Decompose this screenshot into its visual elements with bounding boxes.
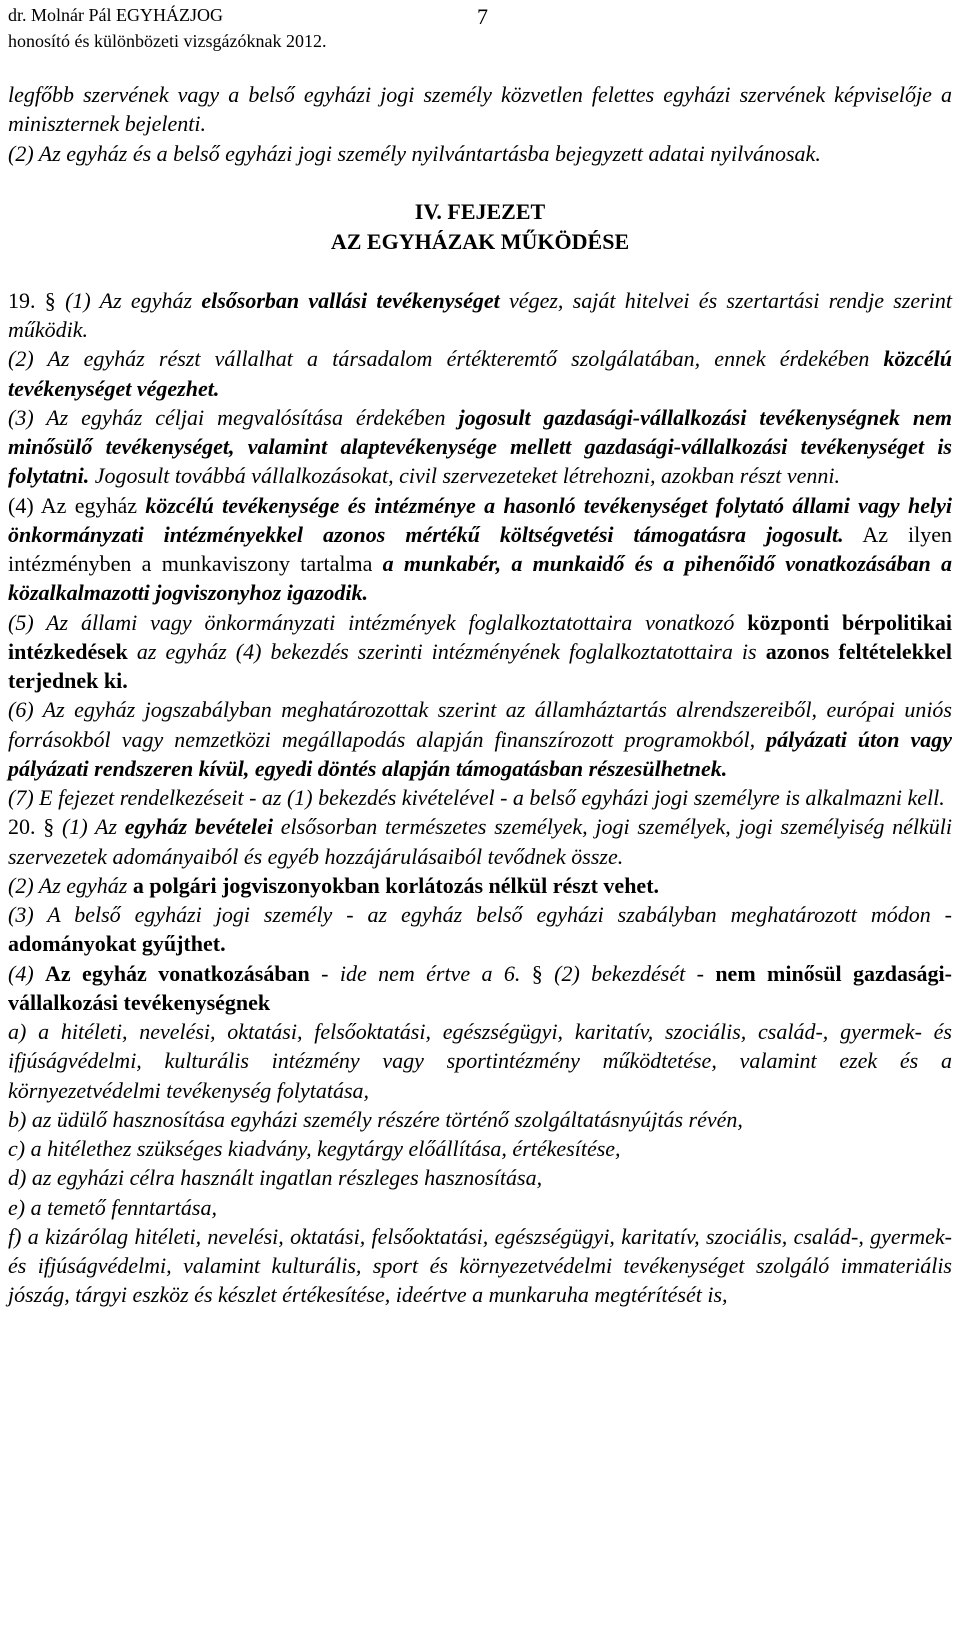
section-20-para-4	[8, 959, 952, 1018]
section-20-para-2	[8, 871, 952, 900]
bold-text-run: a polgári jogviszonyokban korlátozás nélkül részt vehet.	[132, 872, 660, 898]
section-20-number: 20.	[8, 814, 36, 840]
text-run: (3) A belső egyházi jogi személy - az egyház belső egyházi szabályban meghatározott módon -	[8, 902, 952, 927]
text-run: (4)	[8, 960, 46, 986]
bold-text-run: közcélú tevékenysége és intézménye a hasonló tevékenységet folytató állami vagy helyi önkormányzati intézményekkel azonos mértékű költségvetési támogatásra jogosult.	[8, 492, 953, 547]
chapter-title: AZ EGYHÁZAK MŰKÖDÉSE	[330, 228, 630, 254]
text-run: - ide nem értve a 6.	[309, 960, 532, 986]
section-19-para-6	[8, 695, 952, 783]
text-run: végez, saját hitelvei és szertartási rendje szerint működik.	[8, 287, 952, 342]
bold-text-run: Az egyház vonatkozásában	[45, 960, 310, 986]
text-run: (2) bekezdését -	[542, 960, 716, 986]
section-19-para-2	[8, 344, 952, 403]
section-19-para-7: (7) E fejezet rendelkezéseit - az (1) bekezdés kivételével - a belső egyházi jogi személyre is alkalmazni kell.	[8, 785, 945, 810]
text-run: (3) Az egyház céljai megvalósítása érdekében	[8, 404, 459, 430]
bold-text-run: központi bérpolitikai intézkedések	[8, 609, 953, 664]
text-run: (1) Az egyház	[65, 287, 202, 313]
section-19-para-1	[8, 286, 952, 345]
section-20-para-3	[8, 900, 952, 959]
section-sign: §	[43, 814, 55, 840]
section-sign: §	[44, 287, 56, 313]
bold-text-run: egyház bevételei	[124, 814, 273, 840]
chapter-number: IV. FEJEZET	[414, 198, 546, 224]
section-19-para-3	[8, 403, 952, 491]
bold-text-run: közcélú tevékenységet végezhet.	[8, 346, 952, 401]
text-run: (6) Az egyház jogszabályban meghatározottak szerint az államháztartás alrendszereiből, európai uniós forrásokból vagy nemzetközi megállapodás alapján finanszírozott programokból,	[8, 697, 952, 752]
paragraph-continuation: legfőbb szervének vagy a belső egyházi jogi személy közvetlen felettes egyházi szervének képviselője a miniszternek bejelenti.	[8, 82, 952, 137]
section-19-number: 19.	[8, 287, 36, 313]
section-sign: §	[531, 960, 543, 986]
bold-text-run: a munkabér, a munkaidő és a pihenőidő vonatkozásában a közalkalmazotti jogviszonyhoz igazodik.	[8, 551, 953, 606]
bold-text-run: jogosult gazdasági-vállalkozási tevékenységnek nem minősülő tevékenységet, valamint alaptevékenysége mellett gazdasági-vállalkozási tevékenységet is folytatni.	[8, 404, 952, 489]
list-item-d: d) az egyházi célra használt ingatlan részleges hasznosítása,	[8, 1165, 543, 1191]
text-run: (2) Az egyház részt vállalhat a társadalom értékteremtő szolgálatában, ennek érdekében	[8, 346, 884, 372]
text-run: az egyház (4) bekezdés szerinti intézményének foglalkoztatottaira is	[127, 638, 766, 664]
section-19-para-4	[8, 491, 952, 608]
bold-text-run: elsősorban vallási tevékenységet	[201, 287, 500, 313]
text-run: (4) Az egyház	[8, 492, 146, 518]
section-19-para-5	[8, 608, 952, 696]
text-run: (1) Az	[62, 814, 125, 840]
running-header	[8, 2, 326, 54]
section-20-para-1	[8, 812, 952, 871]
list-item-f: f) a kizárólag hitéleti, nevelési, oktatási, felsőoktatási, egészségügyi, karitatív, szociális, család-, gyermek- és ifjúságvédelmi, valamint kulturális, sport és környezetvédelmi tevékenységet szolgáló immateriális jószág, tárgyi eszköz és készlet értékesítése, ideértve a munkaruha megtérítését is,	[8, 1223, 952, 1308]
header-author: dr. Molnár Pál EGYHÁZJOG	[8, 5, 223, 25]
text-run: Jogosult továbbá vállalkozásokat, civil szervezeteket létrehozni, azokban részt venni.	[89, 463, 840, 489]
page-number: 7	[477, 4, 488, 29]
list-item-c: c) a hitélethez szükséges kiadvány, kegytárgy előállítása, értékesítése,	[8, 1136, 621, 1161]
list-item-b: b) az üdülő hasznosítása egyházi személy részére történő szolgáltatásnyújtás révén,	[8, 1106, 743, 1132]
document-body	[8, 80, 952, 1310]
text-run: Az ilyen intézményben a munkaviszony tartalma	[8, 521, 952, 576]
bold-text-run: pályázati úton vagy pályázati rendszeren kívül, egyedi döntés alapján támogatásban részesülhetnek.	[8, 726, 952, 781]
bold-text-run: nem minősül gazdasági-vállalkozási tevékenységnek	[8, 960, 952, 1015]
list-item-a: a) a hitéleti, nevelési, oktatási, felsőoktatási, egészségügyi, karitatív, szociális, család-, gyermek- és ifjúságvédelmi, kulturális intézmény vagy sportintézmény működtetése, valamint ezek és a környezetvédelmi tevékenység folytatása,	[8, 1019, 952, 1103]
text-run: (5) Az állami vagy önkormányzati intézmények foglalkoztatottaira vonatkozó	[8, 609, 748, 635]
paragraph-2: (2) Az egyház és a belső egyházi jogi személy nyilvántartásba bejegyzett adatai nyilvánosak.	[8, 140, 821, 166]
bold-text-run: azonos feltételekkel terjednek ki.	[8, 638, 952, 693]
header-subtitle: honosító és különbözeti vizsgázóknak 2012.	[8, 31, 327, 51]
bold-text-run: adományokat gyűjthet.	[8, 931, 226, 957]
text-run: elsősorban természetes személyek, jogi személyek, jogi személyiség nélküli szervezetek adományaiból és egyéb hozzájárulásaiból tevődnek össze.	[8, 814, 952, 869]
list-item-e: e) a temető fenntartása,	[8, 1194, 217, 1220]
text-run: (2) Az egyház	[8, 872, 133, 898]
